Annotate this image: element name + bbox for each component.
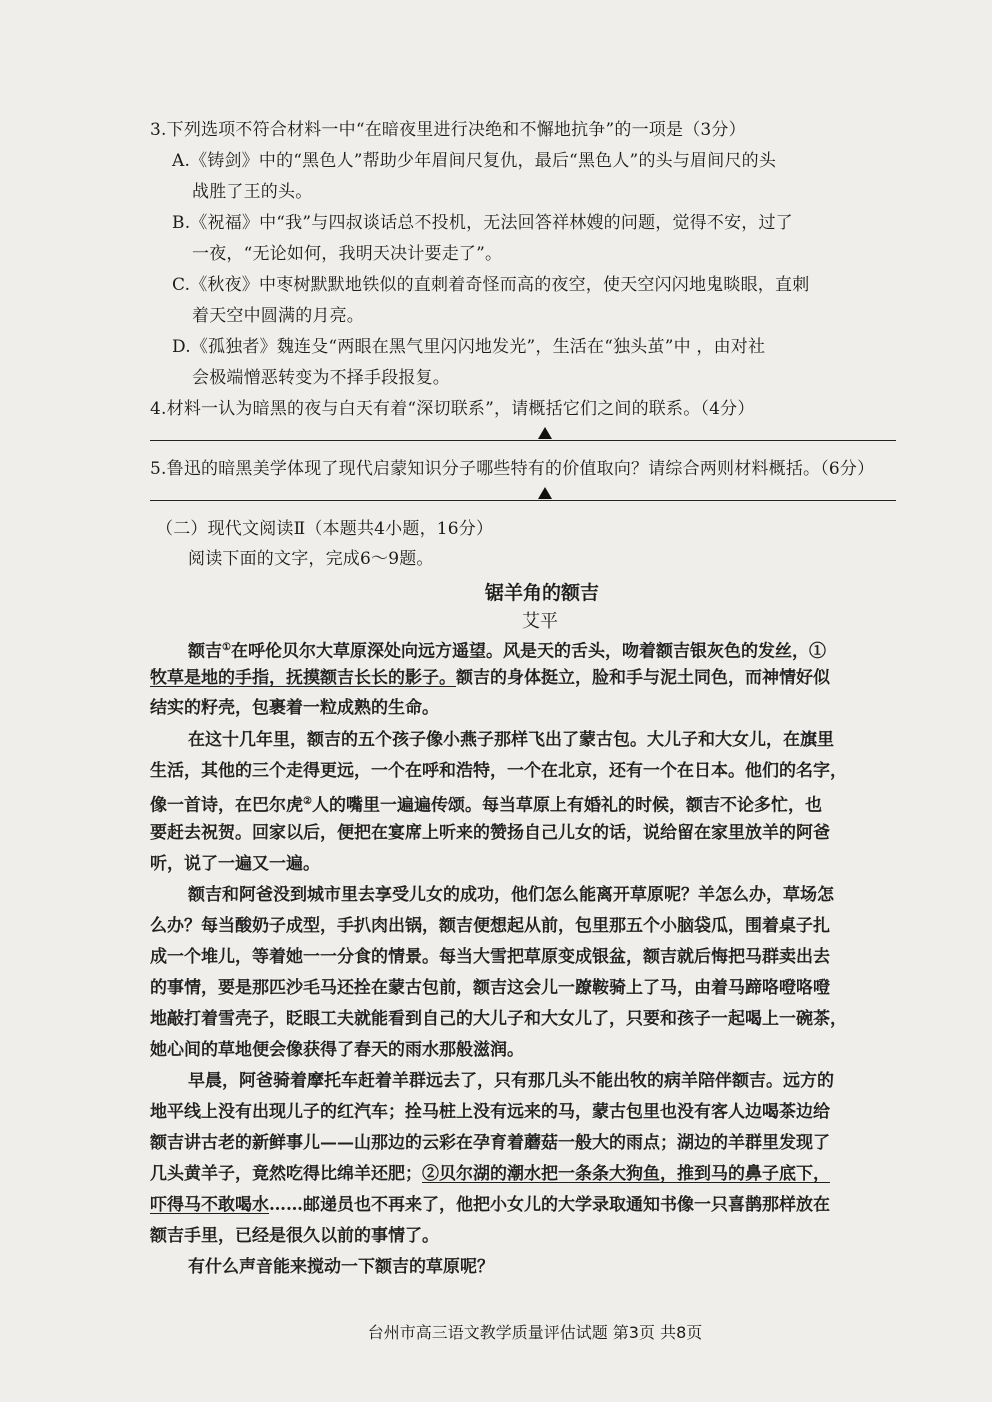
- paragraph-1-line-1: [188, 637, 826, 663]
- text-span: 人的嘴里一遍遍传颂。每当草原上有婚礼的时候，额吉不论多忙，也: [311, 795, 822, 816]
- paragraph-1-line-2: [150, 667, 830, 689]
- underlined-sentence-1: 牧草是地的手指，抚摸额吉长长的影子。: [150, 668, 456, 688]
- question-3-option-a-cont: 战胜了王的头。: [192, 182, 313, 202]
- question-3-option-b-cont: 一夜，“无论如何，我明天决计要走了”。: [192, 244, 503, 264]
- paragraph-4-line-5: [150, 1194, 830, 1216]
- paragraph-4-line-3: 额吉讲古老的新鲜事儿——山那边的云彩在孕育着蘑菇一般大的雨点；湖边的羊群里发现了: [150, 1133, 830, 1153]
- article-title: 锯羊角的额吉: [484, 582, 599, 604]
- paragraph-1-line-3: 结实的籽壳，包裹着一粒成熟的生命。: [150, 698, 439, 718]
- page-footer: 台州市高三语文教学质量评估试题 第3页 共8页: [367, 1323, 703, 1342]
- paragraph-2-line-3: [150, 791, 822, 817]
- question-4-answer-line[interactable]: [150, 440, 896, 441]
- paragraph-3-line-4: 的事情，要是那匹沙毛马还拴在蒙古包前，额吉这会儿一蹽鞍骑上了马，由着马蹄咯噔咯噔: [150, 978, 830, 998]
- text-span: 额吉: [188, 641, 222, 662]
- question-4-stem: 4.材料一认为暗黑的夜与白天有着“深切联系”，请概括它们之间的联系。（4分）: [150, 399, 755, 419]
- footnote-marker: ②: [303, 796, 312, 807]
- question-3-option-c-cont: 着天空中圆满的月亮。: [192, 306, 364, 326]
- question-3-option-d: D.《孤独者》魏连殳“两眼在黑气里闪闪地发光”，生活在“独头茧”中 ，由对社: [172, 337, 766, 357]
- question-3-option-c: C.《秋夜》中枣树默默地铁似的直刺着奇怪而高的夜空，使天空闪闪地鬼睒眼，直刺: [172, 275, 810, 295]
- paragraph-2-line-1: 在这十几年里，额吉的五个孩子像小燕子那样飞出了蒙古包。大儿子和大女儿，在旗里: [188, 730, 834, 750]
- underlined-sentence-2: ②贝尔湖的潮水把一条条大狗鱼，推到马的鼻子底下，: [422, 1164, 830, 1184]
- text-span: 额吉的身体挺立，脸和手与泥土同色，而神情好似: [456, 668, 830, 688]
- section-heading: （二）现代文阅读Ⅱ（本题共4小题，16分）: [156, 519, 494, 539]
- paragraph-5-line-1: 有什么声音能来搅动一下额吉的草原呢？: [188, 1257, 494, 1277]
- paragraph-3-line-6: 她心间的草地便会像获得了春天的雨水那般滋润。: [150, 1040, 524, 1060]
- paragraph-2-line-4: 要赶去祝贺。回家以后，便把在宴席上听来的赞扬自己儿女的话，说给留在家里放羊的阿爸: [150, 823, 830, 843]
- question-3-stem: 3.下列选项不符合材料一中“在暗夜里进行决绝和不懈地抗争”的一项是（3分）: [150, 120, 746, 140]
- underlined-sentence-2-cont: 吓得马不敢喝水: [150, 1195, 269, 1215]
- question-3-option-b: B.《祝福》中“我”与四叔谈话总不投机，无法回答祥林嫂的问题，觉得不安，过了: [172, 213, 793, 233]
- paragraph-2-line-2: 生活，其他的三个走得更远，一个在呼和浩特，一个在北京，还有一个在日本。他们的名字，: [150, 761, 847, 781]
- question-3-option-d-cont: 会极端憎恶转变为不择手段报复。: [192, 368, 450, 388]
- triangle-marker-icon: [538, 487, 552, 499]
- question-5-stem: 5.鲁迅的暗黑美学体现了现代启蒙知识分子哪些特有的价值取向？请综合两则材料概括。（6分）: [150, 459, 875, 479]
- text-span: 像一首诗，在巴尔虎: [150, 795, 303, 816]
- article-author: 艾平: [522, 611, 558, 632]
- section-instruction: 阅读下面的文字，完成6～9题。: [188, 549, 434, 569]
- paragraph-4-line-1: 早晨，阿爸骑着摩托车赶着羊群远去了，只有那几头不能出牧的病羊陪伴额吉。远方的: [188, 1071, 834, 1091]
- paragraph-4-line-6: 额吉手里，已经是很久以前的事情了。: [150, 1226, 439, 1246]
- paragraph-4-line-4: [150, 1163, 830, 1185]
- triangle-marker-icon: [538, 427, 552, 439]
- question-5-answer-line[interactable]: [150, 500, 896, 501]
- question-3-option-a: A.《铸剑》中的“黑色人”帮助少年眉间尺复仇，最后“黑色人”的头与眉间尺的头: [172, 151, 777, 171]
- text-span: 几头黄羊子，竟然吃得比绵羊还肥；: [150, 1164, 422, 1184]
- paragraph-3-line-3: 成一个堆儿，等着她一一分食的情景。每当大雪把草原变成银盆，额吉就后悔把马群卖出去: [150, 947, 830, 967]
- paragraph-3-line-5: 地敲打着雪壳子，眨眼工夫就能看到自己的大儿子和大女儿了，只要和孩子一起喝上一碗茶，: [150, 1009, 847, 1029]
- paragraph-2-line-5: 听，说了一遍又一遍。: [150, 854, 320, 874]
- paragraph-3-line-1: 额吉和阿爸没到城市里去享受儿女的成功，他们怎么能离开草原呢？羊怎么办，草场怎: [188, 885, 834, 905]
- footnote-marker: ①: [222, 642, 231, 653]
- text-span: ……邮递员也不再来了，他把小女儿的大学录取通知书像一只喜鹊那样放在: [269, 1195, 830, 1215]
- paragraph-3-line-2: 么办？每当酸奶子成型，手扒肉出锅，额吉便想起从前，包里那五个小脑袋瓜，围着桌子扎: [150, 916, 830, 936]
- text-span: 在呼伦贝尔大草原深处向远方遥望。风是天的舌头，吻着额吉银灰色的发丝，①: [230, 641, 826, 662]
- paragraph-4-line-2: 地平线上没有出现儿子的红汽车；拴马桩上没有远来的马，蒙古包里也没有客人边喝茶边给: [150, 1102, 830, 1122]
